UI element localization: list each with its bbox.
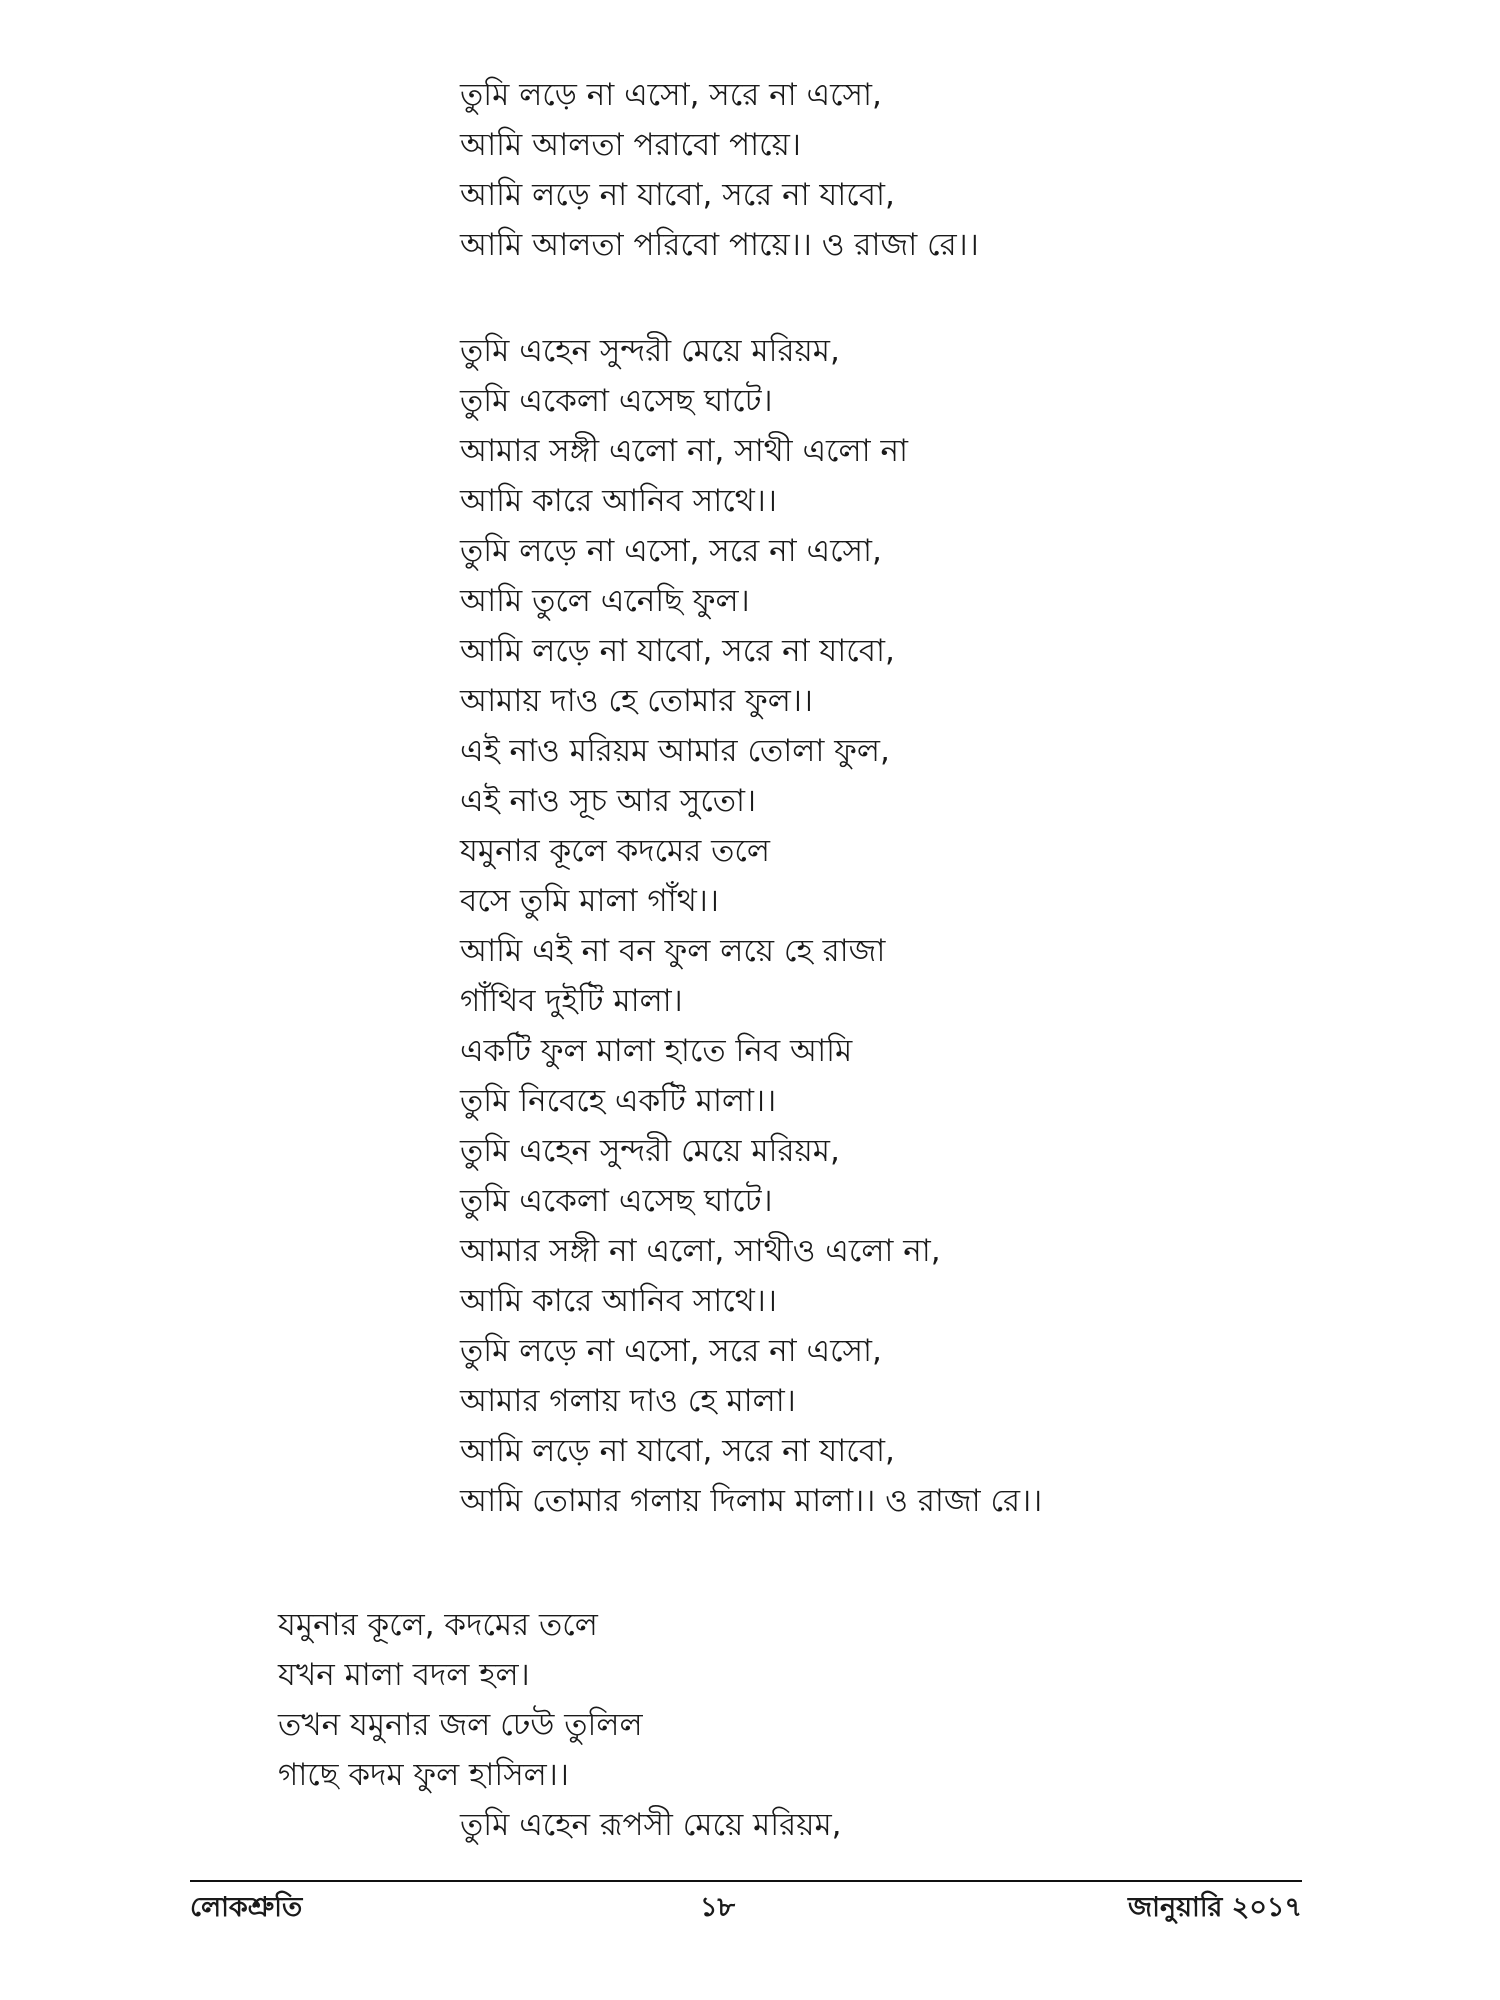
verse-line: বসে তুমি মালা গাঁথ।।: [460, 883, 719, 919]
verse-line: আমার গলায় দাও হে মালা।: [460, 1383, 796, 1419]
stanza-3: [278, 1600, 643, 1800]
verse-line: তুমি একেলা এসেছ ঘাটে।: [460, 1183, 773, 1219]
verse-line: আমি লড়ে না যাবো, সরে না যাবো,: [460, 177, 895, 213]
verse-line: তুমি এহেন রূপসী মেয়ে মরিয়ম,: [460, 1807, 842, 1843]
verse-line: আমার সঙ্গী না এলো, সাথীও এলো না,: [460, 1233, 941, 1269]
verse-line: তুমি লড়ে না এসো, সরে না এসো,: [460, 77, 882, 113]
verse-line: আমি আলতা পরিবো পায়ে।। ও রাজা রে।।: [460, 227, 979, 263]
verse-line: যমুনার কূলে কদমের তলে: [460, 833, 770, 869]
verse-line: এই নাও সূচ আর সুতো।: [460, 783, 757, 819]
verse-line: আমার সঙ্গী এলো না, সাথী এলো না: [460, 433, 908, 469]
verse-line: আমায় দাও হে তোমার ফুল।।: [460, 683, 814, 719]
stanza-1: [460, 70, 979, 270]
verse-line: এই নাও মরিয়ম আমার তোলা ফুল,: [460, 733, 890, 769]
verse-line: আমি তোমার গলায় দিলাম মালা।। ও রাজা রে।।: [460, 1483, 1043, 1519]
verse-line: আমি তুলে এনেছি ফুল।: [460, 583, 750, 619]
verse-line: যমুনার কূলে, কদমের তলে: [278, 1607, 598, 1643]
stanza-4: [460, 1800, 842, 1850]
verse-line: গাছে কদম ফুল হাসিল।।: [278, 1757, 569, 1793]
verse-line: গাঁথিব দুইটি মালা।: [460, 983, 683, 1019]
issue-date: জানুয়ারি ২০১৭: [1128, 1892, 1302, 1923]
page-number: ১৮: [700, 1892, 736, 1923]
verse-line: আমি কারে আনিব সাথে।।: [460, 1283, 777, 1319]
verse-line: আমি কারে আনিব সাথে।।: [460, 483, 777, 519]
verse-line: তুমি একেলা এসেছ ঘাটে।: [460, 383, 773, 419]
verse-line: আমি আলতা পরাবো পায়ে।: [460, 127, 801, 163]
verse-line: তখন যমুনার জল ঢেউ তুলিল: [278, 1707, 643, 1743]
verse-line: তুমি লড়ে না এসো, সরে না এসো,: [460, 1333, 882, 1369]
stanza-2: [460, 326, 1042, 1526]
verse-line: আমি এই না বন ফুল লয়ে হে রাজা: [460, 933, 886, 969]
verse-line: তুমি লড়ে না এসো, সরে না এসো,: [460, 533, 882, 569]
publication-name: লোকশ্রুতি: [190, 1892, 303, 1923]
verse-line: যখন মালা বদল হল।: [278, 1657, 530, 1693]
footer-divider: [190, 1880, 1302, 1882]
verse-line: তুমি এহেন সুন্দরী মেয়ে মরিয়ম,: [460, 1133, 840, 1169]
verse-line: তুমি এহেন সুন্দরী মেয়ে মরিয়ম,: [460, 333, 840, 369]
verse-line: একটি ফুল মালা হাতে নিব আমি: [460, 1033, 853, 1069]
verse-line: তুমি নিবেহে একটি মালা।।: [460, 1083, 777, 1119]
verse-line: আমি লড়ে না যাবো, সরে না যাবো,: [460, 1433, 895, 1469]
verse-line: আমি লড়ে না যাবো, সরে না যাবো,: [460, 633, 895, 669]
